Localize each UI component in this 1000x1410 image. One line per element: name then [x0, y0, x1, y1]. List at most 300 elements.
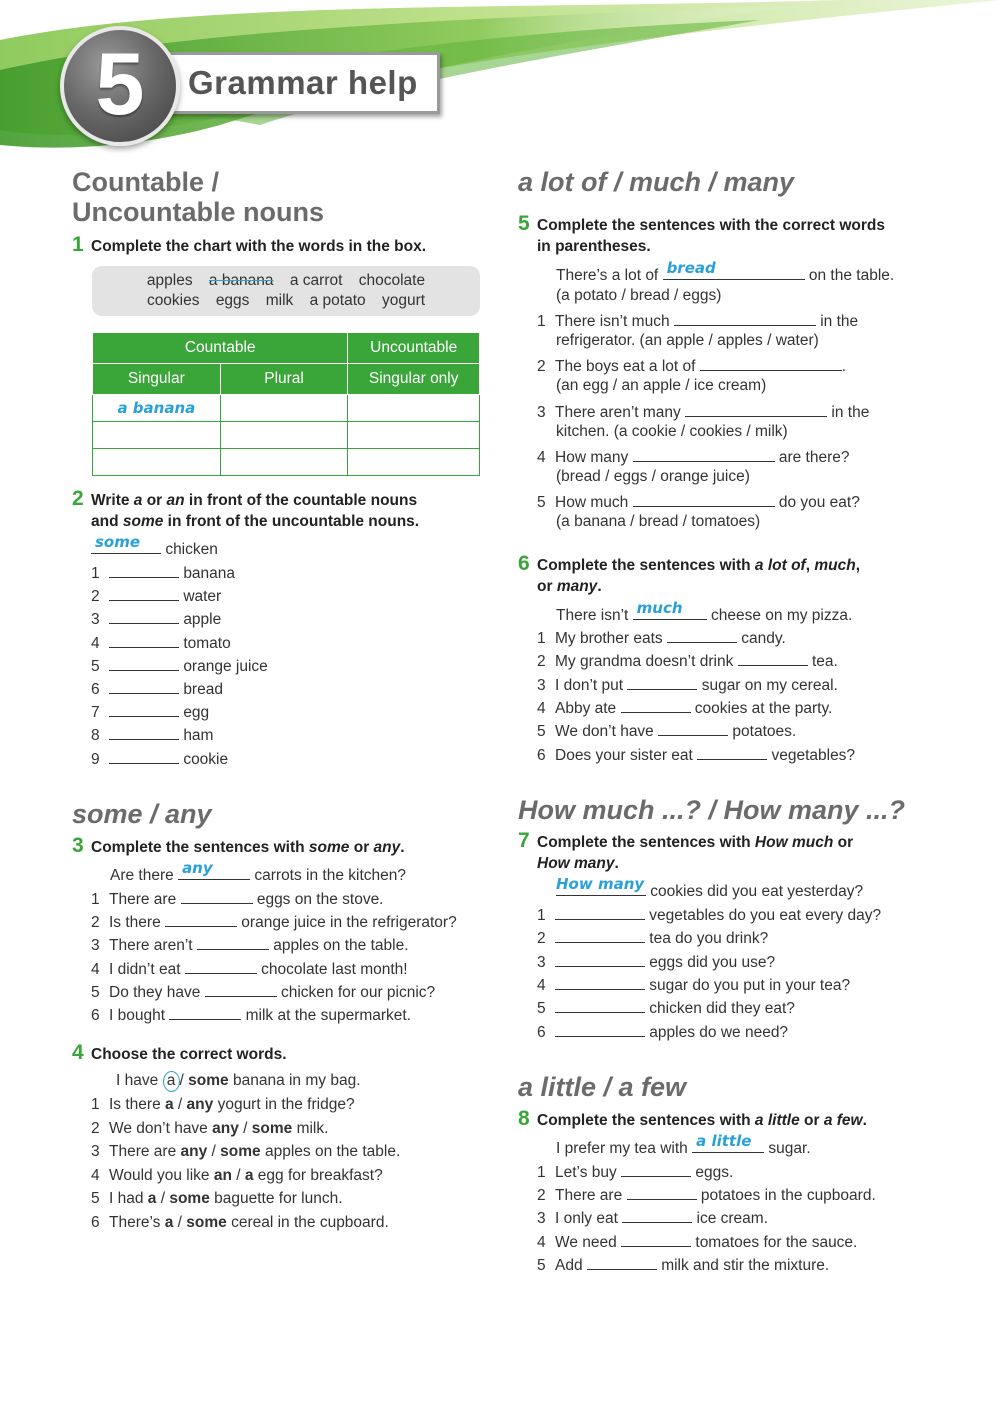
chart-cell[interactable] [348, 395, 480, 422]
chart-cell[interactable] [93, 449, 221, 476]
item-number: 1 [537, 313, 546, 330]
section-title-line2: Uncountable nouns [72, 197, 324, 227]
answer-blank[interactable] [627, 1183, 697, 1200]
sentence-part: milk. [292, 1119, 329, 1137]
exercise-item [556, 331, 819, 351]
exercise-item [537, 490, 860, 513]
option-word[interactable]: some [169, 1190, 210, 1207]
instr-part: or [833, 834, 854, 851]
item-number: 1 [537, 630, 546, 647]
sentence-part: The boys eat a lot of [555, 358, 700, 376]
noun-text: apple [183, 611, 222, 629]
sentence-part: ice cream. [692, 1210, 769, 1228]
sentence-part: banana in my bag. [228, 1072, 361, 1089]
exercise-item [91, 957, 408, 980]
answer-blank[interactable] [109, 584, 179, 601]
example-answer: a little [696, 1132, 752, 1150]
answer-blank[interactable] [109, 723, 179, 740]
exercise-5-example [556, 259, 895, 286]
answer-blank[interactable] [555, 926, 645, 943]
sentence-part: cookies did you eat yesterday? [646, 883, 864, 900]
sentence-part: tomatoes for the sauce. [691, 1233, 858, 1251]
item-number: 6 [537, 1023, 546, 1041]
chart-header-singular-only: Singular only [348, 364, 480, 395]
answer-blank[interactable] [692, 1132, 764, 1153]
option-word[interactable]: a [164, 1213, 174, 1231]
sentence-part: chicken for our picnic? [276, 983, 436, 1001]
separator: / [207, 1143, 221, 1160]
instr-part: some [308, 839, 350, 856]
exercise-item [537, 903, 881, 926]
answer-blank[interactable] [627, 673, 697, 690]
option-word[interactable]: a [147, 1190, 157, 1207]
sentence-part: We don’t have [555, 723, 659, 741]
answer-blank[interactable] [556, 875, 646, 896]
sentence-part: I had [109, 1190, 148, 1207]
instr-part: or [537, 578, 557, 595]
exercise-item [537, 649, 838, 672]
instr-part: in front of the uncountable nouns. [163, 513, 420, 530]
item-number: 3 [91, 611, 100, 629]
answer-blank[interactable] [555, 950, 645, 967]
sentence-part: candy. [737, 630, 786, 647]
instr-part: a lot of [754, 557, 806, 574]
instr-part: many [556, 578, 598, 595]
instr-part: a few [823, 1112, 863, 1129]
instr-part: , [805, 557, 815, 574]
word-item: milk [265, 292, 294, 309]
instr-part: or [799, 1112, 824, 1129]
item-number: 4 [537, 976, 546, 994]
noun-text: water [183, 588, 222, 606]
exercise-item [556, 467, 750, 487]
exercise-number: 1 [72, 233, 84, 256]
circled-option[interactable]: a [163, 1071, 180, 1092]
instr-part: some [122, 513, 164, 530]
exercise-item [91, 980, 435, 1003]
item-number: 2 [91, 588, 100, 606]
word-item: yogurt [381, 292, 426, 309]
answer-blank[interactable] [738, 649, 808, 666]
item-number: 2 [537, 653, 546, 671]
instr-part: How much [754, 834, 834, 851]
option-word[interactable]: any [180, 1143, 208, 1160]
answer-blank[interactable] [663, 259, 805, 280]
chart-cell[interactable] [93, 395, 221, 422]
instr-part: Complete the sentences with [537, 1112, 755, 1129]
instr-part: Complete the sentences with [91, 839, 309, 856]
exercise-item [91, 887, 384, 910]
sentence-part: chicken did they eat? [645, 1000, 795, 1018]
answer-blank[interactable] [178, 859, 250, 880]
sentence-part: eggs did you use? [645, 953, 776, 971]
noun-text: orange juice [183, 657, 268, 675]
chart-header-plural: Plural [220, 364, 348, 395]
item-number: 3 [537, 1210, 546, 1228]
answer-blank[interactable] [621, 1230, 691, 1247]
exercise-item [91, 747, 228, 770]
exercise-number: 6 [518, 552, 530, 575]
sentence-part: There isn’t much [555, 313, 674, 330]
sentence-part: in the [815, 313, 859, 330]
exercise-5-example-options: (a potato / bread / eggs) [556, 287, 722, 304]
exercise-number: 5 [518, 212, 530, 235]
exercise-2-instruction [72, 487, 487, 532]
item-number: 1 [91, 891, 100, 908]
item-number: 2 [537, 1187, 546, 1205]
instr-part: in front of the countable nouns [184, 492, 418, 509]
answer-blank[interactable] [685, 400, 827, 417]
item-number: 5 [91, 983, 100, 1001]
sentence-part: vegetables do you eat every day? [645, 907, 882, 924]
exercise-item [537, 743, 855, 766]
noun-text: tomato [183, 634, 231, 652]
answer-blank[interactable] [622, 1206, 692, 1223]
exercise-item [537, 626, 786, 649]
sentence-part: sugar on my cereal. [697, 676, 838, 694]
sentence-part: kitchen. (a cookie / cookies / milk) [556, 422, 788, 440]
sentence-part: apples on the table. [268, 937, 409, 955]
answer-blank[interactable] [587, 1253, 657, 1270]
item-number: 4 [91, 1166, 100, 1184]
exercise-5-instruction [518, 212, 938, 257]
instr-part: . [400, 839, 405, 856]
instr-part: . [862, 1112, 867, 1129]
instr-part: Complete the sentences with [537, 834, 755, 851]
exercise-item [537, 696, 832, 719]
sentence-part: cookies at the party. [690, 699, 833, 717]
exercise-item [91, 677, 223, 700]
sentence-part: yogurt in the fridge? [213, 1096, 355, 1113]
instr-part: much [814, 557, 856, 574]
answer-blank[interactable] [621, 1160, 691, 1177]
separator: / [238, 1119, 252, 1137]
word-box-row-2 [92, 291, 480, 311]
item-number: 6 [91, 681, 100, 698]
separator: / [231, 1166, 245, 1184]
sentence-part: (an egg / an apple / ice cream) [556, 377, 767, 395]
item-number: 6 [537, 746, 546, 764]
chart-header-singular: Singular [93, 364, 221, 395]
noun-chart [92, 332, 480, 476]
sentence-part: in the [827, 403, 870, 421]
item-number: 1 [537, 907, 546, 924]
separator: / [173, 1096, 187, 1113]
item-number: 3 [91, 937, 100, 955]
sentence-part: Is there [109, 914, 165, 932]
option-word[interactable]: some [251, 1119, 293, 1137]
exercise-number: 7 [518, 829, 530, 852]
sentence-part: potatoes in the cupboard. [696, 1187, 876, 1205]
answer-blank[interactable] [621, 696, 691, 713]
chart-header-countable: Countable [93, 333, 348, 364]
exercise-item [91, 1166, 383, 1186]
sentence-part: orange juice in the refrigerator? [237, 914, 457, 932]
exercise-item [537, 1020, 788, 1043]
answer-blank[interactable] [197, 933, 269, 950]
option-word[interactable]: any [212, 1119, 239, 1137]
item-number: 9 [91, 750, 100, 768]
answer-blank[interactable] [658, 719, 728, 736]
exercise-6-example [556, 599, 853, 626]
item-number: 2 [537, 930, 546, 948]
section-title-little-few: a little / a few [518, 1072, 687, 1102]
exercise-item [537, 1160, 733, 1183]
sentence-part: baguette for lunch. [209, 1190, 343, 1207]
section-title-countable [72, 167, 324, 227]
exercise-item [91, 933, 409, 956]
answer-blank[interactable] [697, 743, 767, 760]
exercise-item [537, 973, 850, 996]
separator: / [179, 1072, 184, 1089]
answer-blank[interactable] [109, 747, 179, 764]
item-number: 3 [91, 1143, 100, 1160]
exercise-item [91, 700, 209, 723]
exercise-item [91, 1003, 411, 1026]
exercise-item [556, 512, 760, 532]
exercise-7-instruction [518, 829, 938, 874]
instr-part: and [91, 513, 123, 530]
exercise-number: 4 [72, 1041, 84, 1064]
exercise-item [537, 1230, 857, 1253]
noun-text: cookie [183, 750, 229, 768]
item-number: 3 [537, 953, 546, 971]
answer-blank[interactable] [674, 309, 816, 326]
answer-blank[interactable] [555, 996, 645, 1013]
sentence-part: eggs on the stove. [252, 891, 384, 908]
item-number: 2 [91, 914, 100, 932]
separator: / [156, 1190, 170, 1207]
exercise-item [91, 1119, 328, 1139]
item-number: 1 [91, 565, 100, 582]
answer-blank[interactable] [169, 1003, 241, 1020]
instr-part: , [855, 557, 861, 574]
instr-part: a little [754, 1112, 800, 1129]
exercise-4-instruction [72, 1041, 487, 1065]
exercise-item [537, 1183, 876, 1206]
sentence-part: Add [555, 1256, 587, 1274]
answer-blank[interactable] [633, 445, 775, 462]
exercise-8-instruction [518, 1107, 938, 1131]
sentence-part: Abby ate [555, 699, 621, 717]
exercise-item [537, 926, 768, 949]
sentence-part: I have [116, 1072, 163, 1089]
instr-part: . [614, 855, 619, 872]
noun-text: chicken [165, 541, 218, 558]
sentence-part: Is there [109, 1096, 165, 1113]
answer-blank[interactable] [667, 626, 737, 643]
option-word[interactable]: some [220, 1143, 261, 1160]
noun-text: bread [183, 681, 223, 698]
answer-blank[interactable] [109, 631, 179, 648]
exercise-number: 8 [518, 1107, 530, 1130]
instr-part: any [373, 839, 401, 856]
item-number: 6 [91, 1213, 100, 1231]
option-word[interactable]: any [186, 1096, 214, 1113]
word-item: a carrot [289, 272, 343, 289]
word-box-row-1 [92, 271, 480, 291]
answer-blank[interactable] [633, 490, 775, 507]
sentence-part: milk and stir the mixture. [656, 1256, 830, 1274]
instr-part: . [597, 578, 602, 595]
item-number: 2 [91, 1119, 100, 1137]
answer-blank[interactable] [109, 607, 179, 624]
chart-cell[interactable] [220, 449, 348, 476]
sentence-part: We don’t have [109, 1119, 213, 1137]
sentence-part: carrots in the kitchen? [250, 867, 407, 884]
item-number: 4 [537, 699, 546, 717]
option-word[interactable]: some [186, 1213, 227, 1231]
sentence-part: cheese on my pizza. [706, 607, 853, 624]
chart-example-answer: a banana [117, 398, 196, 417]
unit-badge [60, 26, 180, 146]
exercise-item [91, 910, 457, 933]
sentence-part: I prefer my tea with [556, 1140, 693, 1157]
sentence-part: Would you like [109, 1166, 214, 1184]
answer-blank[interactable] [165, 910, 237, 927]
answer-blank[interactable] [205, 980, 277, 997]
option-word[interactable]: some [188, 1072, 229, 1089]
page-title: Grammar help [188, 64, 418, 101]
sentence-part: My brother eats [555, 630, 667, 647]
exercise-number: 2 [72, 487, 84, 510]
answer-blank[interactable] [555, 1020, 645, 1037]
answer-blank[interactable] [109, 700, 179, 717]
answer-blank[interactable] [555, 903, 645, 920]
exercise-item [537, 445, 850, 468]
sentence-part: My grandma doesn’t drink [555, 653, 738, 671]
sentence-part: There’s [109, 1213, 165, 1231]
instr-part: Complete the sentences with the correct words [537, 217, 885, 234]
sentence-part: are there? [774, 448, 850, 466]
example-answer: any [182, 859, 213, 877]
answer-blank[interactable] [91, 533, 161, 554]
sentence-part: sugar. [764, 1140, 811, 1157]
item-number: 5 [537, 723, 546, 741]
item-number: 8 [91, 727, 100, 745]
instr-part: or [142, 492, 167, 509]
unit-number: 5 [95, 34, 145, 133]
section-title-lot-much-many: a lot of / much / many [518, 167, 795, 197]
exercise-item [537, 950, 775, 973]
sentence-part: I only eat [555, 1210, 623, 1228]
example-answer: bread [666, 259, 716, 277]
exercise-2-example [91, 533, 218, 560]
answer-blank[interactable] [109, 677, 179, 694]
chart-cell[interactable] [220, 395, 348, 422]
answer-blank[interactable] [181, 887, 253, 904]
sentence-part: How many [555, 448, 633, 466]
exercise-item [537, 1253, 829, 1276]
exercise-4-example [116, 1071, 361, 1092]
sentence-part: refrigerator. (an apple / apples / water) [556, 332, 819, 349]
chart-header-uncountable: Uncountable [348, 333, 480, 364]
sentence-part: Are there [110, 867, 179, 884]
item-number: 5 [537, 1000, 546, 1018]
item-number: 5 [537, 1256, 546, 1274]
instr-part: or [349, 839, 374, 856]
option-word[interactable]: a [165, 1096, 174, 1113]
chart-cell[interactable] [348, 422, 480, 449]
chart-cell[interactable] [93, 422, 221, 449]
instruction-text: Complete the chart with the words in the box. [91, 238, 426, 255]
word-item: cookies [146, 292, 200, 309]
instr-part: an [166, 492, 185, 509]
exercise-item [91, 584, 221, 607]
instr-part: How many [537, 855, 615, 872]
sentence-part: vegetables? [767, 746, 856, 764]
exercise-item [91, 607, 221, 630]
sentence-part: How much [555, 494, 633, 512]
item-number: 1 [537, 1164, 546, 1181]
sentence-part: (bread / eggs / orange juice) [556, 467, 750, 485]
exercise-item [537, 309, 858, 332]
item-number: 7 [91, 704, 100, 722]
item-number: 1 [91, 1096, 100, 1113]
answer-blank[interactable] [700, 354, 842, 371]
instr-part: Write [91, 492, 134, 509]
exercise-item [537, 400, 869, 423]
exercise-item [91, 723, 213, 746]
word-item: apples [146, 272, 193, 289]
sentence-part: Do they have [109, 983, 205, 1001]
option-word[interactable]: a [244, 1166, 254, 1184]
exercise-3-example [110, 859, 407, 886]
example-answer: much [636, 599, 683, 617]
sentence-part: tea do you drink? [645, 930, 769, 948]
answer-blank[interactable] [109, 654, 179, 671]
item-number: 4 [91, 634, 100, 652]
exercise-7-example [556, 875, 864, 902]
chart-cell[interactable] [348, 449, 480, 476]
answer-blank[interactable] [185, 957, 257, 974]
chart-cell[interactable] [220, 422, 348, 449]
sentence-part: I don’t put [555, 676, 628, 694]
sentence-part: There are [109, 891, 181, 908]
sentence-part: There isn’t [556, 607, 633, 624]
sentence-part: There’s a lot of [556, 267, 663, 284]
sentence-part: (a banana / bread / tomatoes) [556, 513, 761, 531]
sentence-part: I didn’t eat [109, 960, 185, 978]
item-number: 3 [537, 403, 546, 421]
section-title-how-much-many: How much ...? / How many ...? [518, 795, 906, 825]
answer-blank[interactable] [555, 973, 645, 990]
instr-part: in parentheses. [537, 238, 651, 255]
sentence-part: There aren’t [109, 937, 197, 955]
sentence-part: potatoes. [728, 723, 797, 741]
exercise-item [556, 422, 788, 442]
sentence-part: egg for breakfast? [253, 1166, 383, 1184]
exercise-item [537, 1206, 768, 1229]
exercise-item [91, 1189, 343, 1209]
sentence-part: sugar do you put in your tea? [645, 976, 851, 994]
answer-blank[interactable] [109, 561, 179, 578]
example-answer: How many [556, 875, 645, 893]
exercise-item [91, 631, 231, 654]
exercise-item [91, 654, 268, 677]
exercise-item [537, 996, 795, 1019]
exercise-item [537, 673, 838, 696]
answer-blank[interactable] [633, 599, 707, 620]
option-word[interactable]: an [213, 1166, 232, 1184]
instr-part: a [133, 492, 143, 509]
sentence-part: cereal in the cupboard. [226, 1213, 389, 1231]
sentence-part: tea. [807, 653, 838, 671]
sentence-part: apples on the table. [260, 1143, 401, 1160]
sentence-part: Does your sister eat [555, 746, 698, 764]
noun-text: banana [183, 565, 236, 582]
instr-part: Complete the sentences with [537, 557, 755, 574]
